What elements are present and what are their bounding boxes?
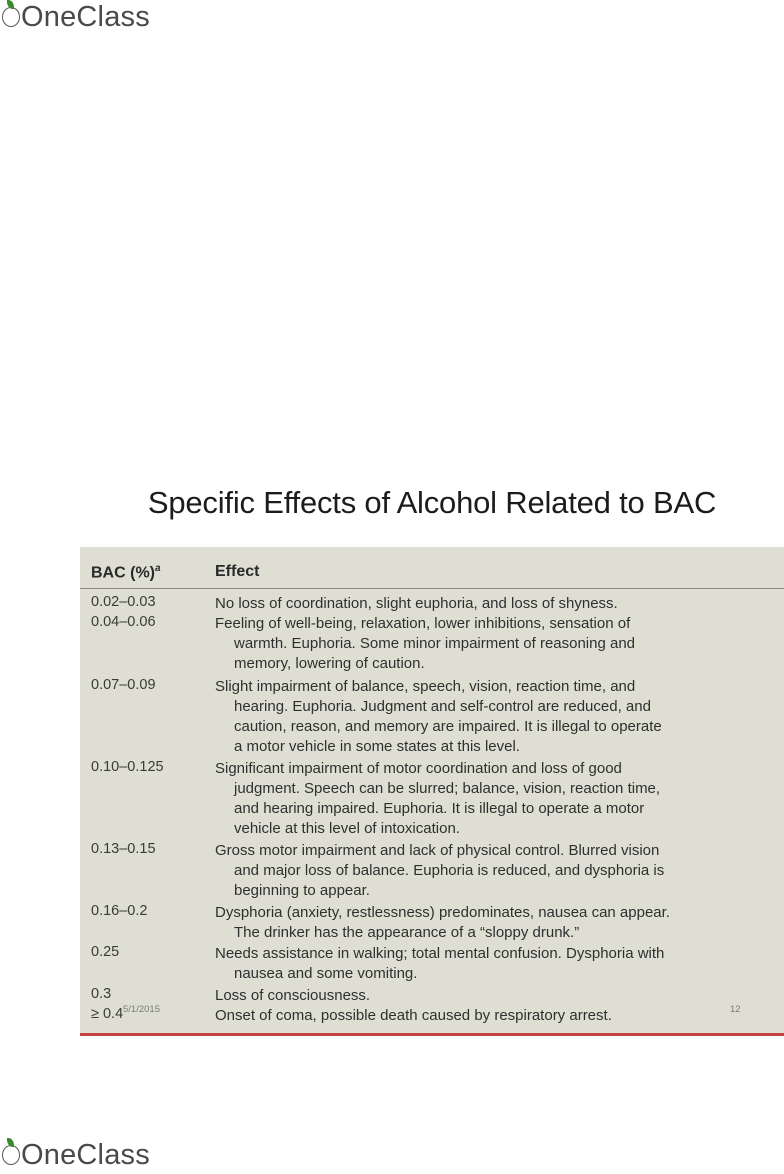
bac-cell: 0.25 [91, 944, 120, 960]
header-divider [80, 588, 784, 589]
effect-line: Loss of consciousness. [215, 987, 371, 1004]
leaf-icon [0, 0, 22, 30]
effect-line: Slight impairment of balance, speech, vision, reaction time, and [215, 678, 636, 695]
bac-cell: 0.07–0.09 [91, 677, 156, 693]
brand-name: OneClass [21, 1139, 150, 1171]
bac-cell: 0.04–0.06 [91, 614, 156, 630]
effect-line: Needs assistance in walking; total mental confusion. Dysphoria with [215, 945, 665, 962]
effect-line: Onset of coma, possible death caused by respiratory arrest. [215, 1007, 612, 1024]
effect-line: Dysphoria (anxiety, restlessness) predominates, nausea can appear. [215, 904, 670, 921]
bac-cell: 0.10–0.125 [91, 759, 164, 775]
effect-line: judgment. Speech can be slurred; balance, vision, reaction time, [234, 780, 661, 797]
slide-footer-date: 5/1/2015 [123, 1004, 160, 1015]
effect-line: and major loss of balance. Euphoria is reduced, and dysphoria is [234, 862, 665, 879]
effect-line: No loss of coordination, slight euphoria, and loss of shyness. [215, 595, 618, 612]
leaf-icon [0, 1138, 22, 1168]
column-header-effect: Effect [215, 563, 260, 580]
effect-line: and hearing impaired. Euphoria. It is illegal to operate a motor [234, 800, 645, 817]
bac-cell: 0.3 [91, 986, 112, 1002]
bac-effects-table [80, 547, 784, 1036]
bac-cell: 0.02–0.03 [91, 594, 156, 610]
column-header-bac: BAC (%)$^a$ [91, 563, 161, 582]
oneclass-logo-top [0, 0, 150, 34]
bac-cell: 0.16–0.2 [91, 903, 148, 919]
effect-line: Feeling of well-being, relaxation, lower inhibitions, sensation of [215, 615, 631, 632]
slide-page-number: 12 [730, 1004, 741, 1015]
effect-line: memory, lowering of caution. [234, 655, 425, 672]
bac-cell: 0.13–0.15 [91, 841, 156, 857]
oneclass-logo-bottom [0, 1138, 150, 1172]
effect-line: vehicle at this level of intoxication. [234, 820, 460, 837]
slide-title: Specific Effects of Alcohol Related to BAC [147, 485, 717, 520]
effect-line: hearing. Euphoria. Judgment and self-control are reduced, and [234, 698, 651, 715]
effect-line: caution, reason, and memory are impaired. It is illegal to operate [234, 718, 662, 735]
effect-line: warmth. Euphoria. Some minor impairment of reasoning and [234, 635, 636, 652]
bac-cell: ≥ 0.4 [91, 1006, 124, 1022]
effect-line: The drinker has the appearance of a “sloppy drunk.” [234, 924, 580, 941]
effect-line: Significant impairment of motor coordination and loss of good [215, 760, 622, 777]
effect-line: beginning to appear. [234, 882, 370, 899]
effect-line: Gross motor impairment and lack of physical control. Blurred vision [215, 842, 660, 859]
effect-line: a motor vehicle in some states at this level. [234, 738, 520, 755]
effect-line: nausea and some vomiting. [234, 965, 418, 982]
brand-name: OneClass [21, 1, 150, 33]
